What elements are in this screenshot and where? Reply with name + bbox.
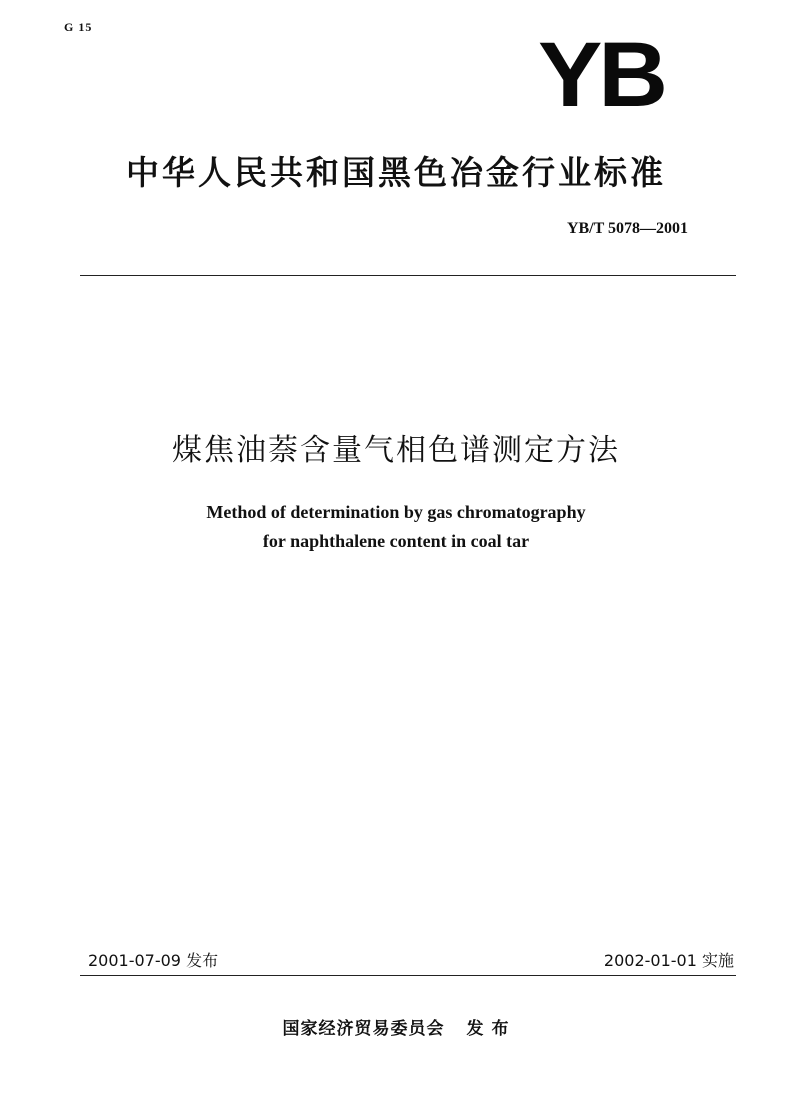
top-divider bbox=[80, 275, 736, 276]
issuer-line bbox=[0, 1014, 792, 1039]
issue-date: 2001-07-09 发布 bbox=[88, 951, 219, 970]
classification-code: G 15 bbox=[64, 20, 93, 34]
yb-logo: YB bbox=[538, 24, 664, 126]
issuer-action: 发 布 bbox=[466, 1019, 510, 1039]
issuer-name: 国家经济贸易委员会 bbox=[282, 1019, 445, 1039]
document-title-chinese: 煤焦油萘含量气相色谱测定方法 bbox=[172, 433, 620, 468]
standard-body-title: 中华人民共和国黑色冶金行业标准 bbox=[126, 153, 666, 192]
document-title-english bbox=[0, 498, 792, 556]
english-title-line-1: Method of determination by gas chromatography bbox=[206, 502, 586, 522]
bottom-divider bbox=[80, 975, 736, 976]
standard-number: YB/T 5078—2001 bbox=[566, 220, 688, 237]
english-title-line-2: for naphthalene content in coal tar bbox=[262, 531, 530, 551]
implementation-date: 2002-01-01 实施 bbox=[603, 951, 734, 970]
